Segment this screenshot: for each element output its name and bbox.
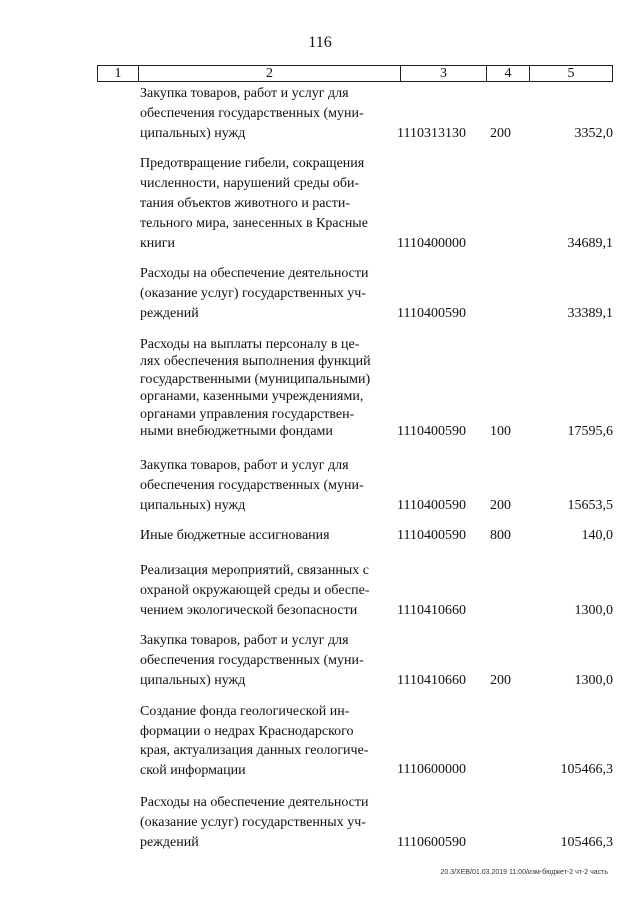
header-col-2: 2 <box>139 66 401 81</box>
row-code: 1110410660 <box>397 603 466 618</box>
table-row <box>140 526 615 546</box>
row-code: 1110410660 <box>397 673 466 688</box>
row-amount: 17595,6 <box>567 424 613 439</box>
table-row <box>140 456 615 516</box>
row-code: 1110400000 <box>397 236 466 251</box>
row-expense-type: 200 <box>490 673 511 688</box>
table-row <box>140 561 615 621</box>
table-row <box>140 702 615 780</box>
row-amount: 15653,5 <box>567 498 613 513</box>
table-row <box>140 336 615 440</box>
header-col-3: 3 <box>401 66 487 81</box>
row-expense-type: 200 <box>490 498 511 513</box>
row-code: 1110400590 <box>397 306 466 321</box>
row-description: Создание фонда геологической ин- формации о недрах Краснодарского края, актуализация данных геологиче- ской информации <box>140 704 369 778</box>
row-description: Расходы на выплаты персоналу в це- лях обеспечения выполнения функций государственными (муниципальными) органами, казенными учреждениями, органами управления государствен- ными внебюджетными фондами <box>140 337 371 440</box>
row-amount: 105466,3 <box>560 762 613 777</box>
row-code: 1110600590 <box>397 835 466 850</box>
row-amount: 140,0 <box>581 528 613 543</box>
row-code: 1110400590 <box>397 528 466 543</box>
row-expense-type: 100 <box>490 424 511 439</box>
table-row <box>140 84 615 144</box>
row-expense-type: 800 <box>490 528 511 543</box>
table-row <box>140 793 615 853</box>
document-footer-stamp: 20.3/ХЕВ/01.03.2019 11:00/изм-бюджет-2 чт-2 часть <box>440 869 608 876</box>
row-code: 1110313130 <box>397 126 466 141</box>
table-row <box>140 154 615 254</box>
header-col-5: 5 <box>567 66 575 81</box>
row-amount: 3352,0 <box>574 126 613 141</box>
row-code: 1110400590 <box>397 424 466 439</box>
row-amount: 1300,0 <box>574 673 613 688</box>
row-description: Иные бюджетные ассигнования <box>140 528 330 543</box>
header-col-1: 1 <box>98 66 139 81</box>
table-header <box>97 65 613 82</box>
row-code: 1110400590 <box>397 498 466 513</box>
table-row <box>140 264 615 324</box>
row-expense-type: 200 <box>490 126 511 141</box>
row-amount: 34689,1 <box>567 236 613 251</box>
page-number: 116 <box>308 34 332 51</box>
header-col-4: 4 <box>487 66 530 81</box>
row-amount: 33389,1 <box>567 306 613 321</box>
row-amount: 1300,0 <box>574 603 613 618</box>
row-amount: 105466,3 <box>560 835 613 850</box>
row-description: Закупка товаров, работ и услуг для обеспечения государственных (муни- ципальных) нужд <box>140 458 364 513</box>
row-description: Расходы на обеспечение деятельности (оказание услуг) государственных уч- реждений <box>140 795 369 850</box>
table-row <box>140 631 615 691</box>
row-code: 1110600000 <box>397 762 466 777</box>
row-description: Расходы на обеспечение деятельности (оказание услуг) государственных уч- реждений <box>140 266 369 321</box>
row-description: Предотвращение гибели, сокращения численности, нарушений среды оби- тания объектов животного и расти- тельного мира, занесенных в Красные книги <box>140 156 368 251</box>
row-description: Реализация мероприятий, связанных с охраной окружающей среды и обеспе- чением экологической безопасности <box>140 563 370 618</box>
row-description: Закупка товаров, работ и услуг для обеспечения государственных (муни- ципальных) нужд <box>140 633 364 688</box>
row-description: Закупка товаров, работ и услуг для обеспечения государственных (муни- ципальных) нужд <box>140 86 364 141</box>
